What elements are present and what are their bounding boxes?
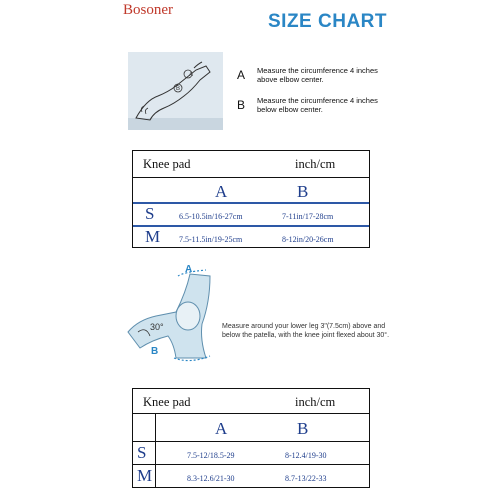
knee-label-a: A — [185, 264, 193, 275]
table1-header-right: inch/cm — [295, 157, 336, 171]
table2-row-m-a: 8.3-12.6/21-30 — [187, 474, 235, 483]
table2-header-right: inch/cm — [295, 395, 336, 409]
table2-col-b: B — [297, 419, 309, 438]
table1-row-m-a: 7.5-11.5in/19-25cm — [179, 235, 243, 244]
table1-col-b: B — [297, 182, 309, 201]
table2-row-s-b: 8-12.4/19-30 — [285, 451, 327, 460]
table1-row-m-b: 8-12in/20-26cm — [282, 235, 334, 244]
svg-text:B: B — [176, 86, 181, 92]
arm-note-a: Measure the circumference 4 inches above elbow center. — [257, 66, 378, 84]
knee-label-b: B — [151, 346, 159, 357]
svg-text:A: A — [189, 72, 194, 78]
table2-row-m-b: 8.7-13/22-33 — [285, 474, 327, 483]
table2-row-m-size: M — [137, 466, 153, 485]
arm-note-b: Measure the circumference 4 inches below elbow center. — [257, 96, 378, 114]
table1-row-m-size: M — [145, 227, 161, 246]
knee-note: Measure around your lower leg 3"(7.5cm) above and below the patella, with the knee joint flexed about 30°. — [222, 323, 390, 339]
table2-col-a: A — [215, 419, 228, 438]
brand-name: Bosoner — [123, 2, 173, 18]
table1-row-s-a: 6.5-10.5in/16-27cm — [179, 212, 243, 221]
arm-diagram — [128, 52, 223, 130]
size-table-1 — [132, 150, 370, 248]
size-chart-title: SIZE CHART — [268, 11, 387, 32]
arm-label-b: B — [237, 98, 246, 112]
table2-row-s-size: S — [137, 443, 147, 462]
table1-header-left: Knee pad — [143, 157, 191, 171]
knee-angle: 30° — [150, 322, 164, 332]
table1-row-s-size: S — [145, 204, 155, 223]
arm-label-a: A — [237, 68, 246, 82]
table2-header-left: Knee pad — [143, 395, 191, 409]
knee-diagram — [118, 262, 228, 372]
table1-col-a: A — [215, 182, 228, 201]
size-table-2 — [132, 388, 370, 488]
table1-row-s-b: 7-11in/17-28cm — [282, 212, 334, 221]
table2-row-s-a: 7.5-12/18.5-29 — [187, 451, 235, 460]
